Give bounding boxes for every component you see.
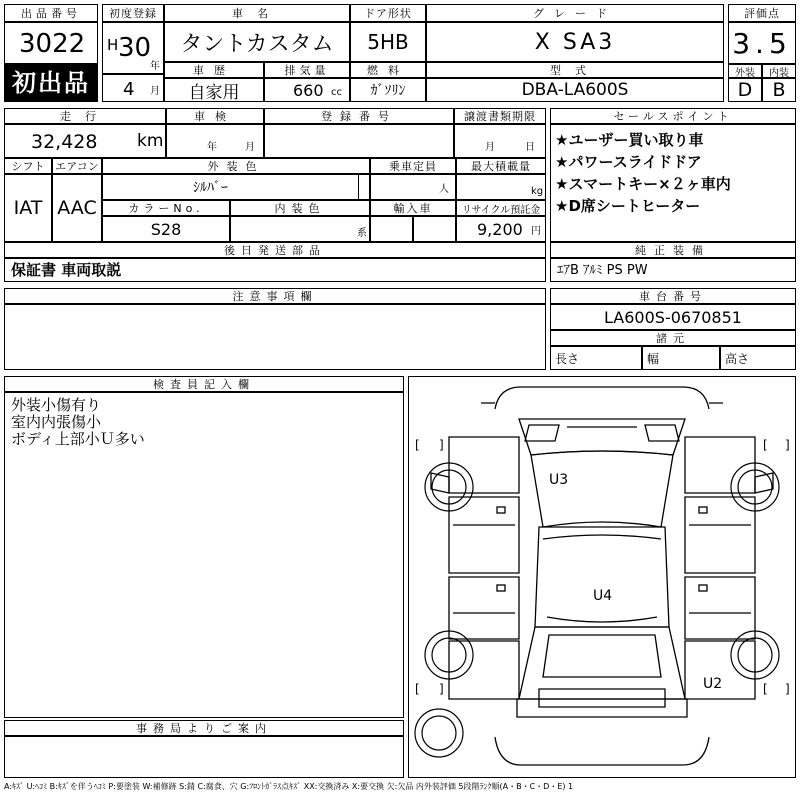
equipment-header: 純正装備 <box>550 242 796 258</box>
grade-header: グレード <box>426 4 724 22</box>
inspector-header: 検査員記入欄 <box>4 376 404 392</box>
model-code: DBA-LA600S <box>521 80 629 100</box>
shift-header: シフト <box>4 158 52 174</box>
mileage-unit: km <box>137 131 164 151</box>
interior-color-header: 内装色 <box>230 200 370 216</box>
vehicle-history: 自家用 <box>188 82 240 102</box>
displacement: 660 <box>293 81 324 100</box>
inspector-note: 外装小傷有り <box>11 396 102 414</box>
displacement-header: 排気量 <box>264 62 350 78</box>
history-cell <box>164 78 264 102</box>
color-no: S28 <box>150 219 182 239</box>
bracket-rear-right-close: ] <box>785 682 790 696</box>
inspection-month-unit: 月 <box>245 142 255 153</box>
displacement-cell <box>264 78 350 102</box>
color-no-cell <box>102 216 230 242</box>
inspection-header: 車検 <box>166 108 264 124</box>
era-label: H <box>107 36 119 54</box>
recycle-unit: 円 <box>531 226 541 237</box>
exterior-color-cell <box>102 174 370 200</box>
fuel: ｶﾞｿﾘﾝ <box>370 83 406 99</box>
interior-color-suffix: 系 <box>357 228 367 239</box>
capacity-unit: 人 <box>439 184 449 195</box>
chassis-cell <box>550 304 796 330</box>
max-load-header: 最大積載量 <box>456 158 546 174</box>
mileage-cell <box>4 124 166 158</box>
interior-score-cell <box>762 78 796 102</box>
first-registration-year-cell <box>102 22 164 74</box>
max-load-unit: kg <box>531 186 544 197</box>
spec-height-label: 高さ <box>725 352 750 366</box>
spec-length-cell <box>550 346 642 370</box>
overall-score: 3.5 <box>732 26 792 60</box>
lot-number-cell <box>4 22 98 64</box>
spec-width-cell <box>642 346 720 370</box>
sales-point: ★D席シートヒーター <box>555 197 701 215</box>
door-type: 5HB <box>367 30 409 54</box>
import-cell-left <box>370 216 413 242</box>
recycle-cell <box>456 216 546 242</box>
damage-mark-rear: U2 <box>703 676 723 692</box>
lot-number: 3022 <box>19 29 86 59</box>
aircon-header: エアコン <box>52 158 102 174</box>
sales-point: ★パワースライドドア <box>555 153 702 171</box>
score-cell <box>728 22 796 64</box>
interior-score-header: 内装 <box>762 64 796 78</box>
damage-mark-middle: U4 <box>593 588 613 604</box>
specs-header: 諸元 <box>550 330 796 346</box>
chassis-header: 車台番号 <box>550 288 796 304</box>
month-unit: 月 <box>150 86 160 97</box>
sales-point: ★スマートキー×２ヶ車内 <box>555 175 731 193</box>
first-listing-badge <box>4 64 98 102</box>
later-items-cell <box>4 258 546 282</box>
exterior-score-header: 外装 <box>728 64 762 78</box>
exterior-color-divider <box>358 174 370 200</box>
chassis-number: LA600S-0670851 <box>604 307 742 327</box>
transfer-day-unit: 日 <box>525 142 535 153</box>
mileage-value: 32,428 <box>31 131 98 153</box>
equipment: ｴｱB ｱﾙﾐ PS PW <box>557 263 648 278</box>
inspector-note: ボディ上部小Ｕ多い <box>11 430 145 448</box>
fuel-cell <box>350 78 426 102</box>
bracket-front-right-close: ] <box>785 438 790 452</box>
mileage-header: 走行 <box>4 108 166 124</box>
grade: X SA3 <box>534 29 616 55</box>
transfer-docs-cell <box>454 124 546 158</box>
aircon: AAC <box>57 197 97 219</box>
max-load-cell <box>456 174 546 200</box>
spec-height-cell <box>720 346 796 370</box>
bracket-front-right-open: [ <box>763 438 768 452</box>
displacement-unit: cc <box>331 87 342 98</box>
grade-cell <box>426 22 724 62</box>
recycle-value: 9,200 <box>477 220 523 239</box>
car-name: タントカスタム <box>180 31 334 57</box>
lot-number-header: 出品番号 <box>4 4 98 22</box>
first-registration-month-cell <box>102 74 164 102</box>
sales-points-cell <box>550 124 796 242</box>
inspector-note: 室内内張傷小 <box>11 413 102 431</box>
exterior-color-header: 外装色 <box>102 158 370 174</box>
bracket-front-left-close: ] <box>439 438 444 452</box>
spec-length-label: 長さ <box>555 352 580 366</box>
registration-number-header: 登録番号 <box>264 108 454 124</box>
aircon-cell <box>52 174 102 242</box>
exterior-score: D <box>737 79 753 101</box>
transfer-docs-header: 譲渡書類期限 <box>454 108 546 124</box>
model-code-cell <box>426 78 724 102</box>
car-outline-drawing <box>409 377 795 777</box>
registration-month: 4 <box>123 79 135 100</box>
shift-cell <box>4 174 52 242</box>
recycle-header: リサイクル預託金 <box>456 200 546 216</box>
capacity-header: 乗車定員 <box>370 158 456 174</box>
inspection-cell <box>166 124 264 158</box>
spec-width-label: 幅 <box>647 352 660 366</box>
interior-color-cell <box>230 216 370 242</box>
car-diagram <box>408 376 796 778</box>
registration-number-cell <box>264 124 454 158</box>
fuel-header: 燃料 <box>350 62 426 78</box>
first-listing-label: 初出品 <box>12 69 90 97</box>
damage-mark-front: U3 <box>549 472 569 488</box>
later-items-header: 後日発送部品 <box>4 242 546 258</box>
door-header: ドア形状 <box>350 4 426 22</box>
interior-score: B <box>772 79 786 101</box>
cautions-cell <box>4 304 546 370</box>
cautions-header: 注意事項欄 <box>4 288 546 304</box>
shift: IAT <box>13 197 43 219</box>
model-code-header: 型式 <box>426 62 724 78</box>
office-header: 事務局よりご案内 <box>4 720 404 736</box>
history-header: 車歴 <box>164 62 264 78</box>
car-name-header: 車名 <box>164 4 350 22</box>
exterior-score-cell <box>728 78 762 102</box>
exterior-color: ｼﾙﾊﾞｰ <box>193 180 228 196</box>
legend: A:ｷｽﾞ U:ﾍｺﾐ B:ｷｽﾞを伴うﾍｺﾐ P:要塗装 W:補修跡 S:錆 C:腐食、穴 G:ﾌﾛﾝﾄｶﾞﾗｽ点ｷｽﾞ XX:交換済み X:要交換 欠:欠品 内外装評価 5段階ﾗﾝｸ順(A・B・C・D・E) 1 <box>4 782 574 791</box>
equipment-cell <box>550 258 796 282</box>
first-registration-header: 初度登録 <box>102 4 164 22</box>
inspector-notes-cell <box>4 392 404 718</box>
later-items: 保証書 車両取説 <box>11 261 122 279</box>
color-no-header: カラーNo. <box>102 200 230 216</box>
import-header: 輸入車 <box>370 200 456 216</box>
sales-points-header: セールスポイント <box>550 108 796 124</box>
sales-point: ★ユーザー買い取り車 <box>555 131 704 149</box>
bracket-front-left-open: [ <box>415 438 420 452</box>
transfer-month-unit: 月 <box>485 142 495 153</box>
bracket-rear-right-open: [ <box>763 682 768 696</box>
year-unit: 年 <box>150 61 160 72</box>
bracket-rear-left-close: ] <box>439 682 444 696</box>
inspection-year-unit: 年 <box>207 142 217 153</box>
door-cell <box>350 22 426 62</box>
score-header: 評価点 <box>728 4 796 22</box>
registration-year: 30 <box>118 33 152 63</box>
car-name-cell <box>164 22 350 62</box>
import-cell-right <box>413 216 456 242</box>
bracket-rear-left-open: [ <box>415 682 420 696</box>
office-cell <box>4 736 404 778</box>
capacity-cell <box>370 174 456 200</box>
